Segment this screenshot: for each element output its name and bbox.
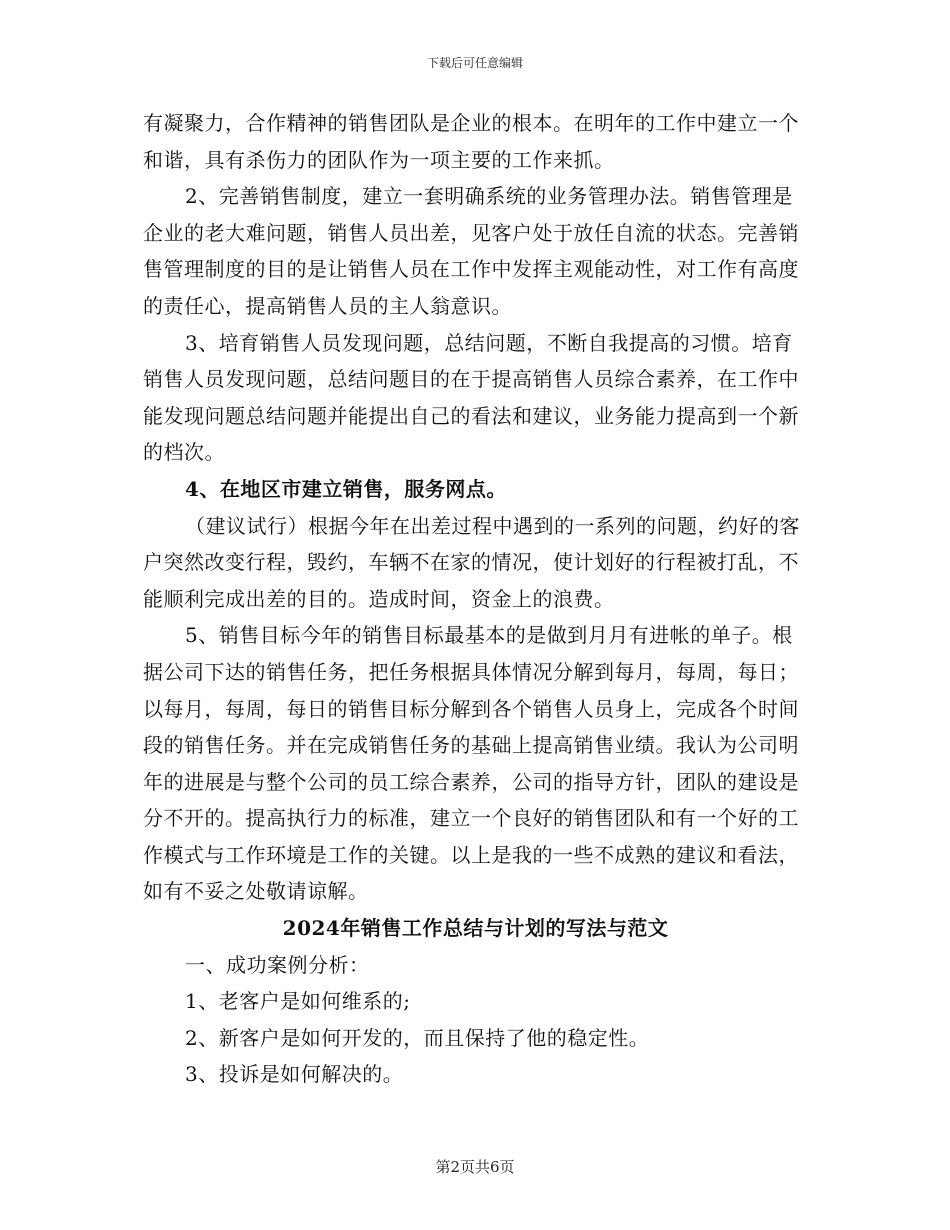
list-item: 2、新客户是如何开发的，而且保持了他的稳定性。	[185, 1025, 650, 1050]
page-number: 第2页共6页	[435, 1158, 515, 1176]
paragraph-6: 5、销售目标今年的销售目标最基本的是做到月月有进帐的单子。根据公司下达的销售任务，把任务根据具体情况分解到每月，每周，每日；以每月，每周，每日的销售目标分解到各个销售人员身上，完成各个时间段的销售任务。并在完成销售任务的基础上提高销售业绩。我认为公司明年的进展是与整个公司的员工综合素养，公司的指导方针，团队的建设是分不开的。提高执行力的标准，建立一个良好的销售团队和有一个好的工作模式与工作环境是工作的关键。以上是我的一些不成熟的建议和看法，如有不妥之处敬请谅解。	[143, 623, 799, 904]
list-item: 1、老客户是如何维系的;	[185, 989, 411, 1014]
paragraph-4-heading: 4、在地区市建立销售，服务网点。	[185, 476, 507, 501]
list-item: 3、投诉是如何解决的。	[185, 1062, 404, 1087]
document-body	[143, 105, 808, 1093]
paragraph-1: 有凝聚力，合作精神的销售团队是企业的根本。在明年的工作中建立一个和谐，具有杀伤力的团队作为一项主要的工作来抓。	[143, 111, 799, 172]
header-note: 下载后可任意编辑	[426, 56, 523, 70]
list-item: 一、成功案例分析：	[185, 952, 370, 977]
paragraph-3: 3、培育销售人员发现问题，总结问题，不断自我提高的习惯。培育销售人员发现问题，总结问题目的在于提高销售人员综合素养，在工作中能发现问题总结问题并能提出自己的看法和建议，业务能力提高到一个新的档次。	[143, 330, 799, 465]
paragraph-5: （建议试行）根据今年在出差过程中遇到的一系列的问题，约好的客户突然改变行程，毁约，车辆不在家的情况，使计划好的行程被打乱，不能顺利完成出差的目的。造成时间，资金上的浪费。	[143, 513, 800, 611]
section-title: 2024年销售工作总结与计划的写法与范文	[282, 916, 669, 941]
paragraph-2: 2、完善销售制度，建立一套明确系统的业务管理办法。销售管理是企业的老大难问题，销售人员出差，见客户处于放任自流的状态。完善销售管理制度的目的是让销售人员在工作中发挥主观能动性，对工作有高度的责任心，提高销售人员的主人翁意识。	[143, 184, 799, 318]
